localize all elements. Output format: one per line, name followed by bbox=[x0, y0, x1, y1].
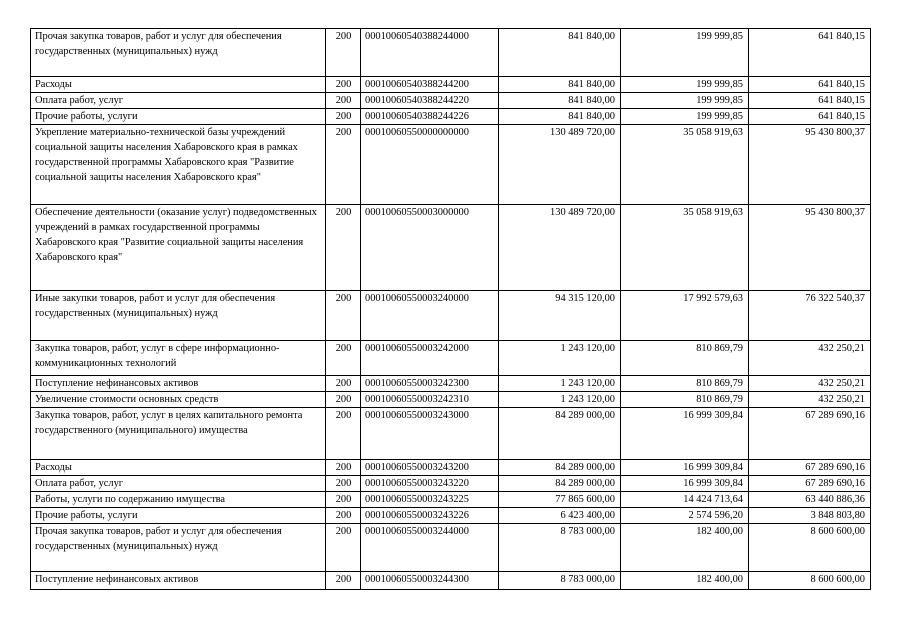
row-code: 200 bbox=[326, 408, 361, 460]
row-name: Расходы bbox=[31, 460, 326, 476]
row-executed: 2 574 596,20 bbox=[621, 508, 749, 524]
row-code: 200 bbox=[326, 376, 361, 392]
row-kbk: 00010060550003243000 bbox=[361, 408, 499, 460]
row-assigned: 84 289 000,00 bbox=[499, 408, 621, 460]
row-kbk: 00010060550003242300 bbox=[361, 376, 499, 392]
row-code: 200 bbox=[326, 572, 361, 590]
row-code: 200 bbox=[326, 460, 361, 476]
row-code: 200 bbox=[326, 77, 361, 93]
row-name: Закупка товаров, работ, услуг в сфере информационно-коммуникационных технологий bbox=[31, 341, 326, 376]
row-kbk: 00010060540388244000 bbox=[361, 29, 499, 77]
row-code: 200 bbox=[326, 476, 361, 492]
row-name: Иные закупки товаров, работ и услуг для обеспечения государственных (муниципальных) нужд bbox=[31, 291, 326, 341]
table-body bbox=[31, 29, 871, 590]
row-assigned: 6 423 400,00 bbox=[499, 508, 621, 524]
row-code: 200 bbox=[326, 492, 361, 508]
row-name: Расходы bbox=[31, 77, 326, 93]
row-kbk: 00010060550003242000 bbox=[361, 341, 499, 376]
row-code: 200 bbox=[326, 341, 361, 376]
row-code: 200 bbox=[326, 93, 361, 109]
row-executed: 16 999 309,84 bbox=[621, 408, 749, 460]
row-unexecuted: 641 840,15 bbox=[749, 77, 871, 93]
table-row bbox=[31, 476, 871, 492]
row-name: Прочие работы, услуги bbox=[31, 109, 326, 125]
row-assigned: 84 289 000,00 bbox=[499, 476, 621, 492]
row-unexecuted: 641 840,15 bbox=[749, 93, 871, 109]
row-unexecuted: 3 848 803,80 bbox=[749, 508, 871, 524]
row-code: 200 bbox=[326, 109, 361, 125]
row-kbk: 00010060550003240000 bbox=[361, 291, 499, 341]
row-executed: 35 058 919,63 bbox=[621, 125, 749, 205]
table-row bbox=[31, 29, 871, 77]
row-name: Обеспечение деятельности (оказание услуг) подведомственных учреждений в рамках государственной программы Хабаровского края "Развитие социальной защиты населения Хабаровского края" bbox=[31, 205, 326, 291]
table-row bbox=[31, 572, 871, 590]
row-code: 200 bbox=[326, 524, 361, 572]
row-unexecuted: 76 322 540,37 bbox=[749, 291, 871, 341]
row-kbk: 00010060550000000000 bbox=[361, 125, 499, 205]
row-executed: 16 999 309,84 bbox=[621, 476, 749, 492]
row-code: 200 bbox=[326, 392, 361, 408]
row-assigned: 77 865 600,00 bbox=[499, 492, 621, 508]
row-unexecuted: 432 250,21 bbox=[749, 376, 871, 392]
row-assigned: 8 783 000,00 bbox=[499, 572, 621, 590]
row-assigned: 130 489 720,00 bbox=[499, 205, 621, 291]
row-unexecuted: 432 250,21 bbox=[749, 341, 871, 376]
row-executed: 17 992 579,63 bbox=[621, 291, 749, 341]
row-kbk: 00010060540388244200 bbox=[361, 77, 499, 93]
row-kbk: 00010060540388244220 bbox=[361, 93, 499, 109]
table-row bbox=[31, 205, 871, 291]
row-executed: 810 869,79 bbox=[621, 341, 749, 376]
row-kbk: 00010060550003243226 bbox=[361, 508, 499, 524]
table-row bbox=[31, 392, 871, 408]
row-name: Поступление нефинансовых активов bbox=[31, 376, 326, 392]
row-kbk: 00010060550003244000 bbox=[361, 524, 499, 572]
row-assigned: 94 315 120,00 bbox=[499, 291, 621, 341]
table-row bbox=[31, 109, 871, 125]
row-unexecuted: 432 250,21 bbox=[749, 392, 871, 408]
table-row bbox=[31, 408, 871, 460]
row-executed: 199 999,85 bbox=[621, 109, 749, 125]
table-row bbox=[31, 524, 871, 572]
row-unexecuted: 63 440 886,36 bbox=[749, 492, 871, 508]
row-executed: 35 058 919,63 bbox=[621, 205, 749, 291]
row-code: 200 bbox=[326, 291, 361, 341]
table-row bbox=[31, 460, 871, 476]
row-assigned: 1 243 120,00 bbox=[499, 392, 621, 408]
row-assigned: 1 243 120,00 bbox=[499, 376, 621, 392]
table-row bbox=[31, 341, 871, 376]
row-assigned: 841 840,00 bbox=[499, 29, 621, 77]
row-unexecuted: 8 600 600,00 bbox=[749, 572, 871, 590]
row-kbk: 00010060550003243220 bbox=[361, 476, 499, 492]
row-unexecuted: 67 289 690,16 bbox=[749, 408, 871, 460]
row-executed: 810 869,79 bbox=[621, 376, 749, 392]
row-assigned: 130 489 720,00 bbox=[499, 125, 621, 205]
row-name: Увеличение стоимости основных средств bbox=[31, 392, 326, 408]
row-kbk: 00010060540388244226 bbox=[361, 109, 499, 125]
row-assigned: 8 783 000,00 bbox=[499, 524, 621, 572]
row-executed: 182 400,00 bbox=[621, 572, 749, 590]
row-code: 200 bbox=[326, 205, 361, 291]
row-executed: 14 424 713,64 bbox=[621, 492, 749, 508]
table-row bbox=[31, 77, 871, 93]
row-kbk: 00010060550003242310 bbox=[361, 392, 499, 408]
table-row bbox=[31, 291, 871, 341]
row-name: Поступление нефинансовых активов bbox=[31, 572, 326, 590]
table-row bbox=[31, 93, 871, 109]
row-code: 200 bbox=[326, 125, 361, 205]
row-assigned: 841 840,00 bbox=[499, 93, 621, 109]
row-name: Оплата работ, услуг bbox=[31, 476, 326, 492]
row-executed: 182 400,00 bbox=[621, 524, 749, 572]
row-executed: 810 869,79 bbox=[621, 392, 749, 408]
table-row bbox=[31, 125, 871, 205]
row-executed: 16 999 309,84 bbox=[621, 460, 749, 476]
row-name: Прочая закупка товаров, работ и услуг для обеспечения государственных (муниципальных) нужд bbox=[31, 29, 326, 77]
row-unexecuted: 641 840,15 bbox=[749, 29, 871, 77]
table-row bbox=[31, 376, 871, 392]
row-assigned: 841 840,00 bbox=[499, 109, 621, 125]
budget-execution-table bbox=[30, 28, 871, 590]
row-unexecuted: 641 840,15 bbox=[749, 109, 871, 125]
row-unexecuted: 95 430 800,37 bbox=[749, 125, 871, 205]
row-name: Укрепление материально-технической базы учреждений социальной защиты населения Хабаровского края в рамках государственной программы Хабаровского края "Развитие социальной защиты населения Хабаровского края" bbox=[31, 125, 326, 205]
row-assigned: 1 243 120,00 bbox=[499, 341, 621, 376]
row-kbk: 00010060550003000000 bbox=[361, 205, 499, 291]
row-name: Закупка товаров, работ, услуг в целях капитального ремонта государственного (муниципального) имущества bbox=[31, 408, 326, 460]
row-code: 200 bbox=[326, 29, 361, 77]
row-unexecuted: 8 600 600,00 bbox=[749, 524, 871, 572]
row-executed: 199 999,85 bbox=[621, 29, 749, 77]
row-assigned: 84 289 000,00 bbox=[499, 460, 621, 476]
row-executed: 199 999,85 bbox=[621, 77, 749, 93]
row-unexecuted: 67 289 690,16 bbox=[749, 460, 871, 476]
row-code: 200 bbox=[326, 508, 361, 524]
table-row bbox=[31, 508, 871, 524]
row-executed: 199 999,85 bbox=[621, 93, 749, 109]
row-unexecuted: 67 289 690,16 bbox=[749, 476, 871, 492]
row-unexecuted: 95 430 800,37 bbox=[749, 205, 871, 291]
row-name: Прочая закупка товаров, работ и услуг для обеспечения государственных (муниципальных) нужд bbox=[31, 524, 326, 572]
row-kbk: 00010060550003243200 bbox=[361, 460, 499, 476]
row-assigned: 841 840,00 bbox=[499, 77, 621, 93]
row-kbk: 00010060550003244300 bbox=[361, 572, 499, 590]
row-name: Оплата работ, услуг bbox=[31, 93, 326, 109]
row-name: Работы, услуги по содержанию имущества bbox=[31, 492, 326, 508]
row-name: Прочие работы, услуги bbox=[31, 508, 326, 524]
table-row bbox=[31, 492, 871, 508]
row-kbk: 00010060550003243225 bbox=[361, 492, 499, 508]
